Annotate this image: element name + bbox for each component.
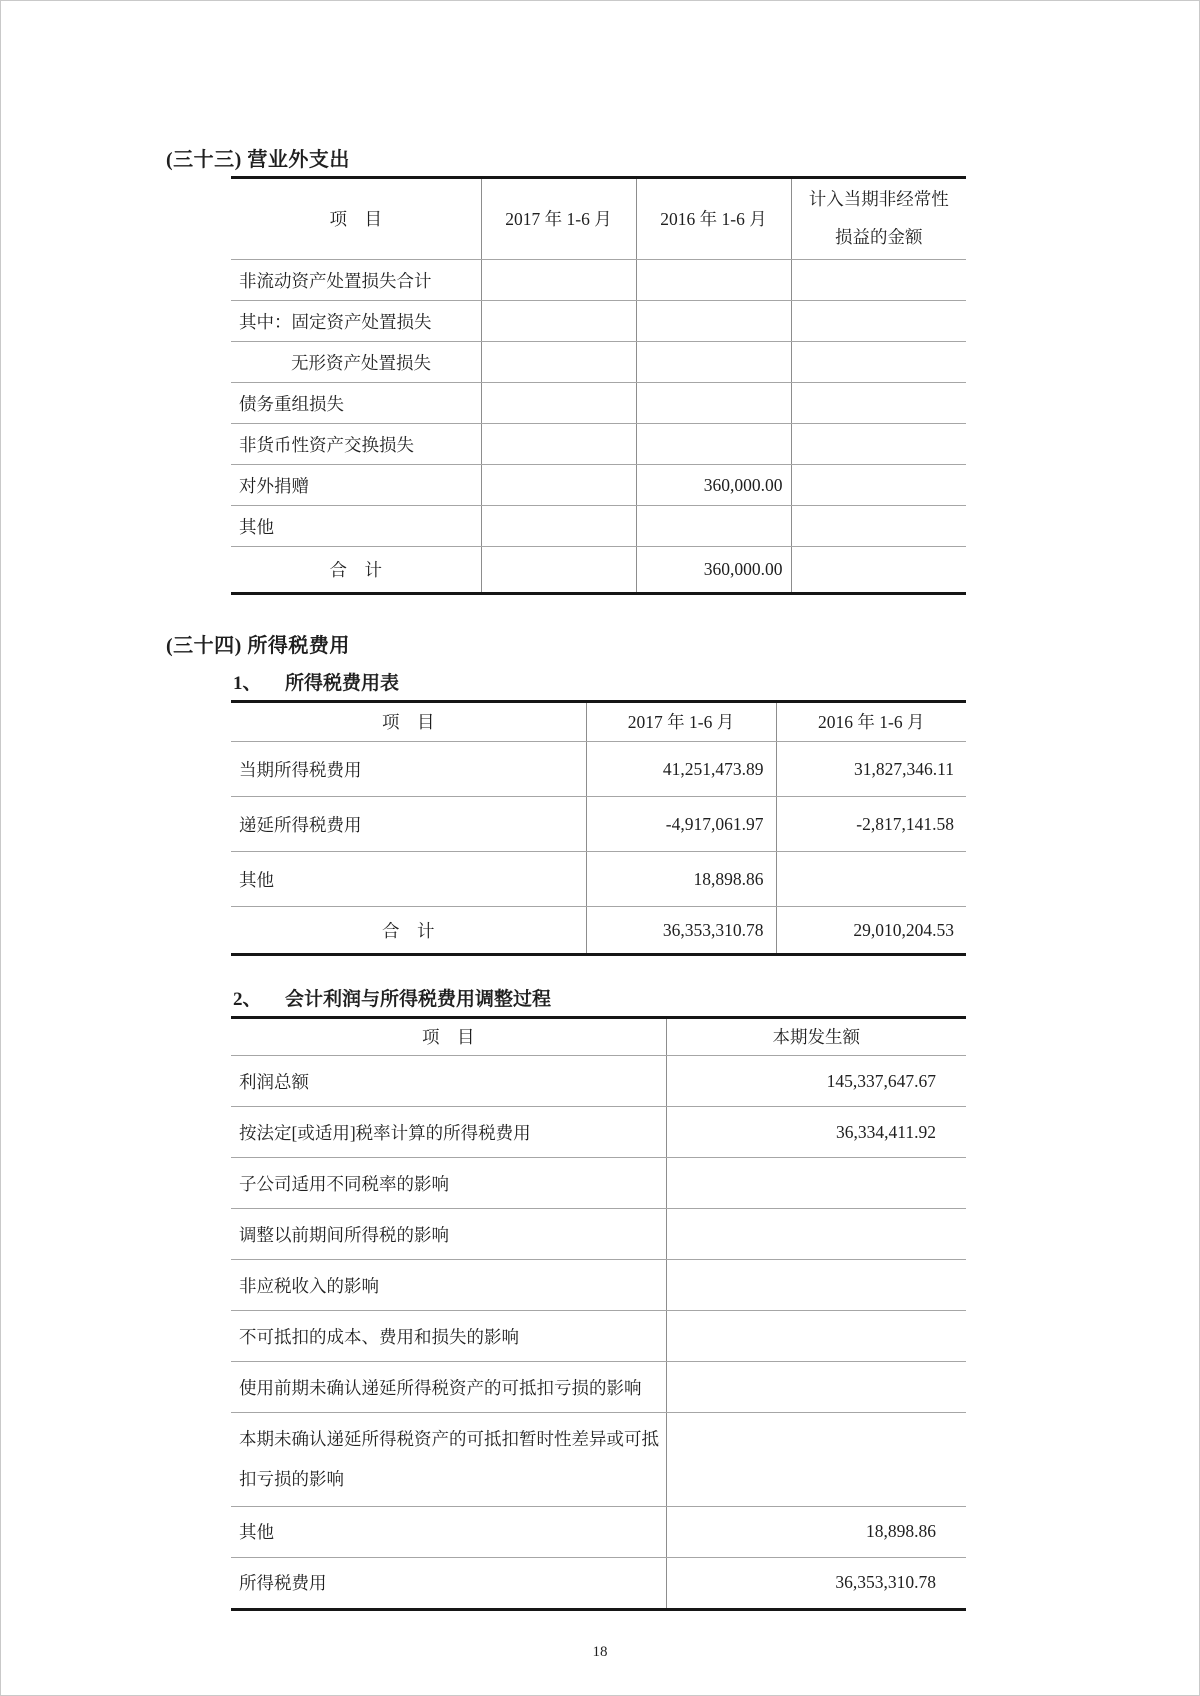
value-2016: 31,827,346.11 [776,742,966,797]
table-row [231,1107,966,1158]
subsection-1-number: 1、 [233,673,262,694]
table-row [231,852,966,907]
value-nonrecurring [791,342,966,383]
col-header-2017: 2017 年 1-6 月 [586,702,776,742]
value-amount [666,1260,966,1311]
section-33-heading: (三十三) 营业外支出 [166,149,350,171]
tax-reconciliation-table [231,1016,966,1611]
table-row [231,1056,966,1107]
table-row [231,465,966,506]
subsection-1-heading [233,668,1199,695]
value-amount [666,1362,966,1413]
table-row [231,260,966,301]
table-row [231,506,966,547]
value-2017 [481,260,636,301]
value-2016 [636,260,791,301]
value-2017: 18,898.86 [586,852,776,907]
value-2016 [636,301,791,342]
table-row [231,1311,966,1362]
subsection-1-title: 所得税费用表 [285,673,400,694]
table-total-row [231,547,966,594]
col-header-2017: 2017 年 1-6 月 [481,178,636,260]
table-row [231,1362,966,1413]
value-2017 [481,383,636,424]
table-header-row [231,1018,966,1056]
col-header-amount: 本期发生额 [666,1018,966,1056]
item-label: 使用前期未确认递延所得税资产的可抵扣亏损的影响 [231,1362,666,1413]
total-label: 合 计 [382,920,435,941]
table-header-row [231,702,966,742]
section-34-heading: (三十四) 所得税费用 [166,635,350,657]
col-header-2016: 2016 年 1-6 月 [636,178,791,260]
item-label: 非流动资产处置损失合计 [231,260,481,301]
value-2017: 41,251,473.89 [586,742,776,797]
table-row [231,1209,966,1260]
item-label: 递延所得税费用 [231,797,586,852]
table-header-row [231,178,966,260]
value-2016 [776,852,966,907]
value-amount [666,1311,966,1362]
total-2016: 360,000.00 [636,547,791,594]
value-amount: 36,334,411.92 [666,1107,966,1158]
value-nonrecurring [791,424,966,465]
value-2016 [636,383,791,424]
item-label: 本期未确认递延所得税资产的可抵扣暂时性差异或可抵扣亏损的影响 [231,1413,666,1507]
value-2016 [636,424,791,465]
table-row [231,1557,966,1609]
item-label: 子公司适用不同税率的影响 [231,1158,666,1209]
value-amount: 36,353,310.78 [666,1557,966,1609]
subsection-2-number: 2、 [233,989,262,1010]
table-row [231,383,966,424]
value-nonrecurring [791,465,966,506]
value-2017 [481,506,636,547]
col-header-item: 项 目 [231,178,481,260]
table-row [231,742,966,797]
value-nonrecurring [791,506,966,547]
value-amount: 18,898.86 [666,1506,966,1557]
value-2016 [636,342,791,383]
value-nonrecurring [791,260,966,301]
value-2017 [481,465,636,506]
value-2017: -4,917,061.97 [586,797,776,852]
table-row [231,424,966,465]
value-amount [666,1209,966,1260]
subsection-2-heading [233,984,1199,1011]
total-2017 [481,547,636,594]
table-row [231,1413,966,1507]
item-label: 所得税费用 [239,1573,327,1593]
total-label: 合 计 [329,560,382,580]
item-label: 利润总额 [231,1056,666,1107]
item-label: 调整以前期间所得税的影响 [231,1209,666,1260]
table-row [231,797,966,852]
value-amount: 145,337,647.67 [666,1056,966,1107]
table-row [231,301,966,342]
col-header-nonrecurring-line2: 损益的金额 [835,227,923,247]
item-label: 其他 [231,1506,666,1557]
total-nonrecurring [791,547,966,594]
item-label: 无形资产处置损失 [231,342,481,383]
item-label: 不可抵扣的成本、费用和损失的影响 [231,1311,666,1362]
value-2017 [481,342,636,383]
col-header-nonrecurring-line1: 计入当期非经常性 [808,189,949,210]
col-header-nonrecurring [791,178,966,260]
value-2017 [481,301,636,342]
non-operating-expenses-table [231,176,966,595]
item-label: 按法定[或适用]税率计算的所得税费用 [231,1107,666,1158]
col-header-2016: 2016 年 1-6 月 [776,702,966,742]
table-row [231,1506,966,1557]
table-row [231,1158,966,1209]
item-label: 非应税收入的影响 [231,1260,666,1311]
item-label: 债务重组损失 [231,383,481,424]
item-label: 非货币性资产交换损失 [231,424,481,465]
table-row [231,342,966,383]
item-label: 其他 [231,852,586,907]
item-label: 当期所得税费用 [231,742,586,797]
col-header-item: 项 目 [231,702,586,742]
value-amount [666,1413,966,1507]
page-number: 18 [592,1644,608,1660]
item-label: 其他 [231,506,481,547]
item-label: 对外捐赠 [231,465,481,506]
item-label: 其中：固定资产处置损失 [231,301,481,342]
table-total-row [231,907,966,955]
total-2017: 36,353,310.78 [586,907,776,955]
table-row [231,1260,966,1311]
value-2016: -2,817,141.58 [776,797,966,852]
value-2017 [481,424,636,465]
value-nonrecurring [791,383,966,424]
subsection-2-title: 会计利润与所得税费用调整过程 [285,989,552,1010]
value-amount [666,1158,966,1209]
value-2016 [636,506,791,547]
col-header-item: 项 目 [231,1018,666,1056]
income-tax-expense-table [231,700,966,956]
value-2016: 360,000.00 [636,465,791,506]
total-2016: 29,010,204.53 [776,907,966,955]
value-nonrecurring [791,301,966,342]
